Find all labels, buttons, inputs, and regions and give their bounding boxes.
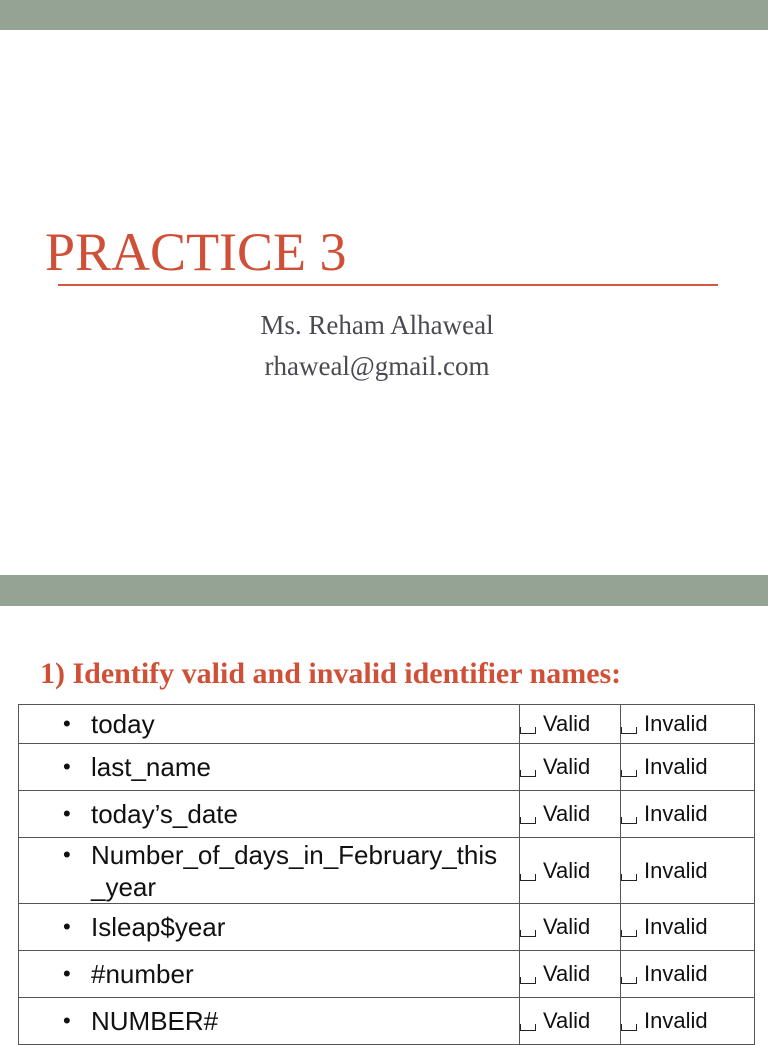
identifier-cell	[19, 705, 520, 744]
bullet-marker: •	[63, 801, 71, 826]
identifier-cell	[19, 951, 520, 998]
open-checkbox-icon[interactable]	[520, 977, 536, 984]
identifier-cell	[19, 791, 520, 838]
table-row	[19, 791, 755, 838]
valid-label: Valid	[543, 914, 591, 939]
open-checkbox-icon[interactable]	[520, 1024, 536, 1031]
open-checkbox-icon[interactable]	[621, 930, 637, 937]
invalid-label: Invalid	[644, 857, 708, 883]
identifier-name: Number_of_days_in_February_this_year	[91, 839, 498, 902]
valid-option[interactable]	[520, 998, 621, 1045]
valid-label: Valid	[543, 711, 591, 736]
open-checkbox-icon[interactable]	[621, 770, 637, 777]
table-row	[19, 705, 755, 744]
open-checkbox-icon[interactable]	[520, 727, 536, 734]
table-row	[19, 904, 755, 951]
identifier-cell	[19, 904, 520, 951]
identifier-name: today	[91, 709, 155, 739]
presenter-name: Ms. Reham Alhaweal	[260, 310, 494, 340]
open-checkbox-icon[interactable]	[520, 817, 536, 824]
bullet-marker: •	[63, 961, 71, 986]
bullet-marker: •	[63, 711, 71, 736]
table-row	[19, 951, 755, 998]
invalid-label: Invalid	[644, 961, 708, 986]
table-row	[19, 838, 755, 904]
valid-option[interactable]	[520, 904, 621, 951]
invalid-label: Invalid	[644, 754, 708, 779]
bullet-marker: •	[63, 841, 71, 867]
identifier-cell	[19, 744, 520, 791]
open-checkbox-icon[interactable]	[621, 1024, 637, 1031]
valid-label: Valid	[543, 961, 591, 986]
valid-option[interactable]	[520, 791, 621, 838]
valid-label: Valid	[543, 801, 591, 826]
bullet-marker: •	[63, 914, 71, 939]
bullet-marker: •	[63, 1008, 71, 1033]
valid-label: Valid	[543, 857, 591, 883]
invalid-option[interactable]	[621, 838, 755, 904]
open-checkbox-icon[interactable]	[520, 930, 536, 937]
identifier-table	[18, 704, 755, 1045]
valid-label: Valid	[543, 1008, 591, 1033]
bullet-marker: •	[63, 754, 71, 779]
valid-label: Valid	[543, 754, 591, 779]
table-row	[19, 744, 755, 791]
open-checkbox-icon[interactable]	[621, 817, 637, 824]
open-checkbox-icon[interactable]	[520, 770, 536, 777]
invalid-option[interactable]	[621, 951, 755, 998]
top-band	[0, 0, 768, 30]
slide-title: PRACTICE 3	[45, 222, 347, 282]
open-checkbox-icon[interactable]	[520, 874, 536, 881]
valid-option[interactable]	[520, 838, 621, 904]
identifier-cell	[19, 838, 520, 904]
identifier-name: today’s_date	[91, 799, 238, 829]
invalid-option[interactable]	[621, 705, 755, 744]
invalid-label: Invalid	[644, 914, 708, 939]
invalid-label: Invalid	[644, 801, 708, 826]
invalid-option[interactable]	[621, 791, 755, 838]
identifier-name: #number	[91, 959, 194, 989]
presenter-email: rhaweal@gmail.com	[264, 351, 490, 381]
identifier-cell	[19, 998, 520, 1045]
open-checkbox-icon[interactable]	[621, 874, 637, 881]
invalid-option[interactable]	[621, 904, 755, 951]
valid-option[interactable]	[520, 705, 621, 744]
valid-option[interactable]	[520, 744, 621, 791]
identifier-name: Isleap$year	[91, 912, 226, 942]
slide-divider-band	[0, 575, 768, 606]
identifier-name: last_name	[91, 752, 211, 782]
title-underline	[58, 284, 718, 286]
identifier-name: NUMBER#	[91, 1006, 219, 1036]
invalid-option[interactable]	[621, 998, 755, 1045]
invalid-label: Invalid	[644, 711, 708, 736]
invalid-option[interactable]	[621, 744, 755, 791]
table-row	[19, 998, 755, 1045]
invalid-label: Invalid	[644, 1008, 708, 1033]
valid-option[interactable]	[520, 951, 621, 998]
open-checkbox-icon[interactable]	[621, 977, 637, 984]
open-checkbox-icon[interactable]	[621, 727, 637, 734]
question-heading: 1) Identify valid and invalid identifier names:	[40, 657, 622, 690]
